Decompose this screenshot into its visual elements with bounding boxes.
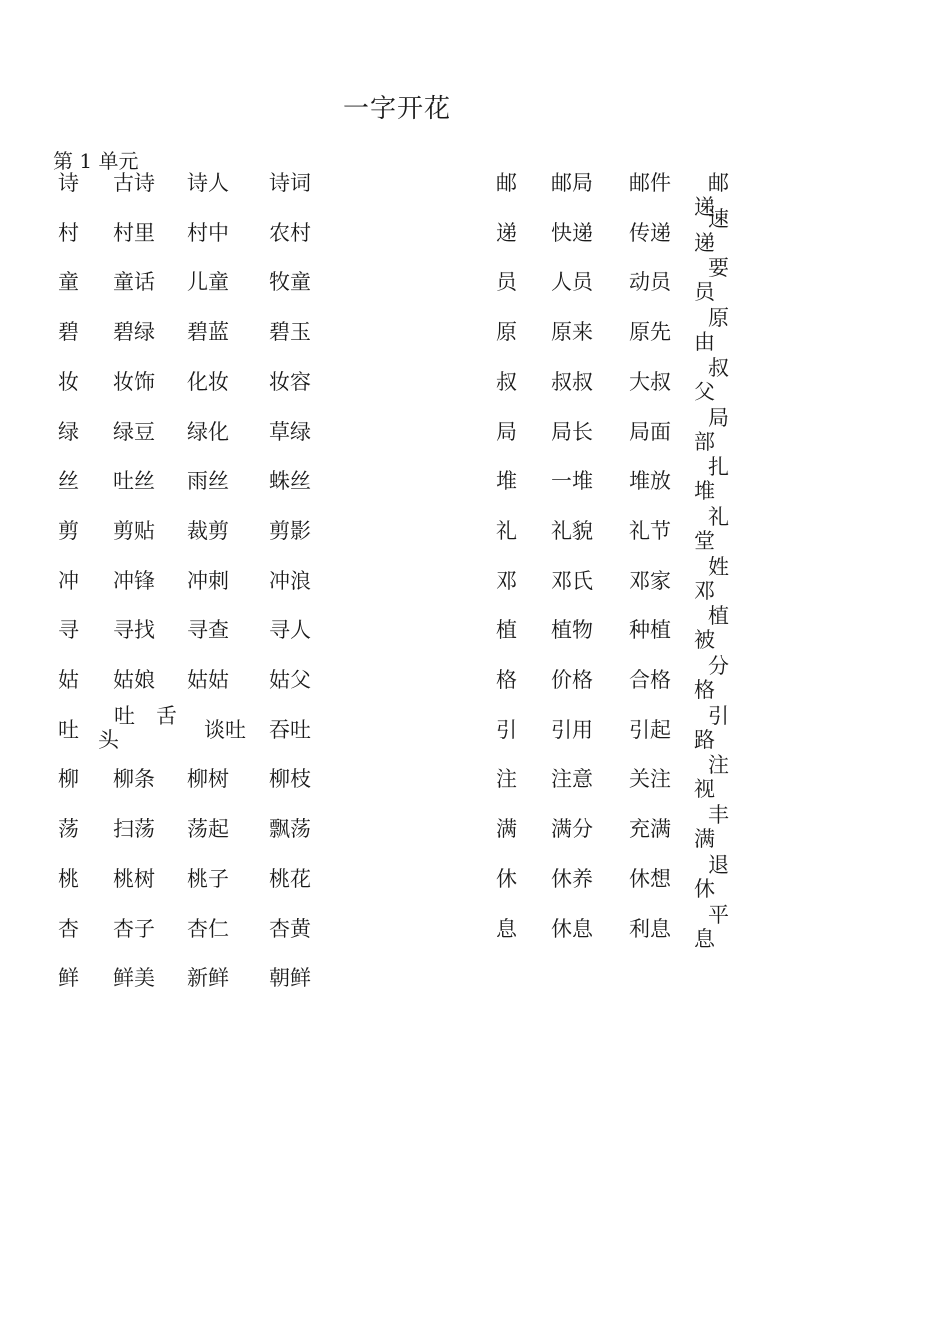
word-cell: 剪影 [269,518,311,543]
word-cell: 寻查 [187,618,229,643]
word-cell: 绿化 [187,419,229,444]
word-cell: 吐丝 [113,469,155,494]
wrapped-char: 局 [708,405,729,430]
head-char: 诗 [58,171,79,195]
wrapped-char: 视 [694,777,715,802]
word-cell: 飘荡 [269,817,311,842]
word-cell: 引起 [629,717,671,742]
word-cell: 大叔 [629,369,671,394]
head-char: 原 [496,320,517,345]
head-char: 吐 [58,717,79,742]
wrapped-char: 满 [694,827,715,852]
word-cell: 杏黄 [269,916,311,941]
head-char: 引 [496,717,517,742]
word-cell: 剪贴 [113,518,155,543]
wrapped-char: 递 [694,230,715,255]
word-cell: 桃树 [113,866,155,891]
word-cell: 雨丝 [187,469,229,494]
head-char: 植 [496,618,517,643]
word-cell: 寻找 [113,618,155,643]
head-char: 满 [496,817,517,842]
wrapped-char: 被 [694,628,715,653]
head-char: 冲 [58,568,79,593]
wrapped-char: 父 [694,379,715,404]
word-cell-wrapped [694,306,742,354]
word-cell: 叔叔 [551,369,593,394]
word-cell: 原来 [551,320,593,345]
word-cell: 诗人 [187,171,229,195]
word-cell: 柳树 [187,767,229,792]
word-cell: 礼节 [629,518,671,543]
wrapped-char: 礼 [708,504,729,529]
word-cell: 杏仁 [187,916,229,941]
word-cell: 妆容 [269,369,311,394]
word-cell: 儿童 [187,270,229,295]
wrapped-char: 堂 [694,528,715,553]
wrapped-char: 退 [708,852,729,877]
word-cell-wrapped [694,803,742,851]
word-cell: 休养 [551,866,593,891]
word-cell: 寻人 [269,618,311,643]
head-char: 寻 [58,618,79,643]
word-cell: 桃花 [269,866,311,891]
head-char: 局 [496,419,517,444]
word-cell: 桃子 [187,866,229,891]
wrapped-char: 息 [694,926,715,951]
word-cell: 村中 [187,220,229,245]
word-cell: 姑娘 [113,668,155,692]
word-cell-wrapped [694,704,742,752]
word-cell-wrapped [694,505,742,553]
word-cell: 快递 [551,220,593,245]
word-cell: 满分 [551,817,593,842]
head-char: 息 [496,916,517,941]
head-char: 碧 [58,320,79,345]
word-cell: 扫荡 [113,817,155,842]
wrapped-char: 邓 [694,578,715,603]
word-cell: 邓家 [629,568,671,593]
head-char: 格 [496,668,517,692]
word-cell: 一堆 [551,469,593,494]
head-char: 丝 [58,469,79,494]
word-cell-wrapped [694,256,742,304]
wrapped-char: 丰 [708,803,729,828]
word-cell: 吞吐 [269,717,311,742]
word-cell: 新鲜 [187,966,229,991]
word-cell: 动员 [629,270,671,295]
head-char: 杏 [58,916,79,941]
word-cell: 冲刺 [187,568,229,593]
word-cell: 充满 [629,817,671,842]
word-cell: 礼貌 [551,518,593,543]
wrapped-char: 姓 [708,554,729,579]
word-cell: 村里 [113,220,155,245]
wrapped-char: 速 [708,206,729,231]
word-cell: 合格 [629,668,671,692]
word-cell: 注意 [551,767,593,792]
wrapped-char: 植 [708,604,729,629]
word-cell-wrapped [694,555,742,603]
head-char: 村 [58,220,79,245]
word-cell-wrapped [694,406,742,454]
word-cell: 冲锋 [113,568,155,593]
word-cell: 邓氏 [551,568,593,593]
word-cell: 邮局 [551,171,593,195]
word-cell: 引用 [551,717,593,742]
wrapped-char: 引 [708,703,729,728]
word-cell: 牧童 [269,270,311,295]
head-char: 妆 [58,369,79,394]
word-cell: 绿豆 [113,419,155,444]
page-title: 一字开花 [343,94,452,124]
word-cell: 种植 [629,618,671,643]
wrapped-char: 注 [708,753,729,778]
word-cell: 关注 [629,767,671,792]
word-cell: 传递 [629,220,671,245]
wrapped-char: 扎 [708,455,729,480]
word-cell-wrapped [694,207,742,255]
word-cell-wrapped [694,753,742,801]
unit-heading: 第 1 单元 [53,149,139,173]
head-char: 叔 [496,369,517,394]
word-cell: 价格 [551,668,593,692]
word-cell: 碧玉 [269,320,311,345]
word-cell: 冲浪 [269,568,311,593]
word-cell: 利息 [629,916,671,941]
wrapped-char: 由 [694,330,715,355]
word-cell: 裁剪 [187,518,229,543]
head-char: 姑 [58,668,79,692]
word-cell: 鲜美 [113,966,155,991]
word-cell: 柳条 [113,767,155,792]
word-cell: 碧蓝 [187,320,229,345]
word-cell-wrapped [694,604,742,652]
wrapped-char: 分 [708,654,729,678]
wrapped-char: 平 [708,902,729,927]
head-char: 童 [58,270,79,295]
word-cell: 朝鲜 [269,966,311,991]
word-cell: 碧绿 [113,320,155,345]
wrapped-char: 递 [694,195,715,219]
word-cell-wrapped [694,455,742,503]
word-cell: 妆饰 [113,369,155,394]
word-cell-line: 吐 舌 [114,703,177,728]
word-cell: 柳枝 [269,767,311,792]
word-cell: 谈吐 [204,717,246,742]
wrapped-char: 要 [708,256,729,281]
head-char: 堆 [496,469,517,494]
word-cell: 人员 [551,270,593,295]
word-cell-wrapped [694,171,742,219]
word-cell-line: 头 [98,727,119,752]
head-char: 鲜 [58,966,79,991]
word-cell-wrapped [694,356,742,404]
word-cell: 植物 [551,618,593,643]
word-cell: 局面 [629,419,671,444]
word-cell: 杏子 [113,916,155,941]
head-char: 休 [496,866,517,891]
word-cell: 姑姑 [187,668,229,692]
wrapped-char: 格 [694,678,715,702]
head-char: 剪 [58,518,79,543]
head-char: 邮 [496,171,517,195]
wrapped-char: 休 [694,876,715,901]
word-cell: 荡起 [187,817,229,842]
word-cell-wrapped [694,654,742,702]
word-cell: 原先 [629,320,671,345]
wrapped-char: 员 [694,280,715,305]
head-char: 礼 [496,518,517,543]
word-cell: 局长 [551,419,593,444]
word-cell: 农村 [269,220,311,245]
head-char: 邓 [496,568,517,593]
head-char: 荡 [58,817,79,842]
head-char: 绿 [58,419,79,444]
head-char: 员 [496,270,517,295]
word-cell: 堆放 [629,469,671,494]
word-cell: 姑父 [269,668,311,692]
word-cell: 化妆 [187,369,229,394]
word-cell: 诗词 [269,171,311,195]
word-cell [98,704,178,752]
head-char: 桃 [58,866,79,891]
wrapped-char: 叔 [708,355,729,380]
word-cell: 邮件 [629,171,671,195]
word-cell-wrapped [694,903,742,951]
word-cell-wrapped [694,853,742,901]
word-cell: 草绿 [269,419,311,444]
wrapped-char: 邮 [708,171,729,195]
word-cell: 蛛丝 [269,469,311,494]
head-char: 注 [496,767,517,792]
wrapped-char: 部 [694,429,715,454]
head-char: 递 [496,220,517,245]
word-cell: 休想 [629,866,671,891]
word-cell: 休息 [551,916,593,941]
word-cell: 童话 [113,270,155,295]
head-char: 柳 [58,767,79,792]
word-cell: 古诗 [113,171,155,195]
wrapped-char: 原 [708,306,729,331]
wrapped-char: 路 [694,727,715,752]
wrapped-char: 堆 [694,479,715,504]
